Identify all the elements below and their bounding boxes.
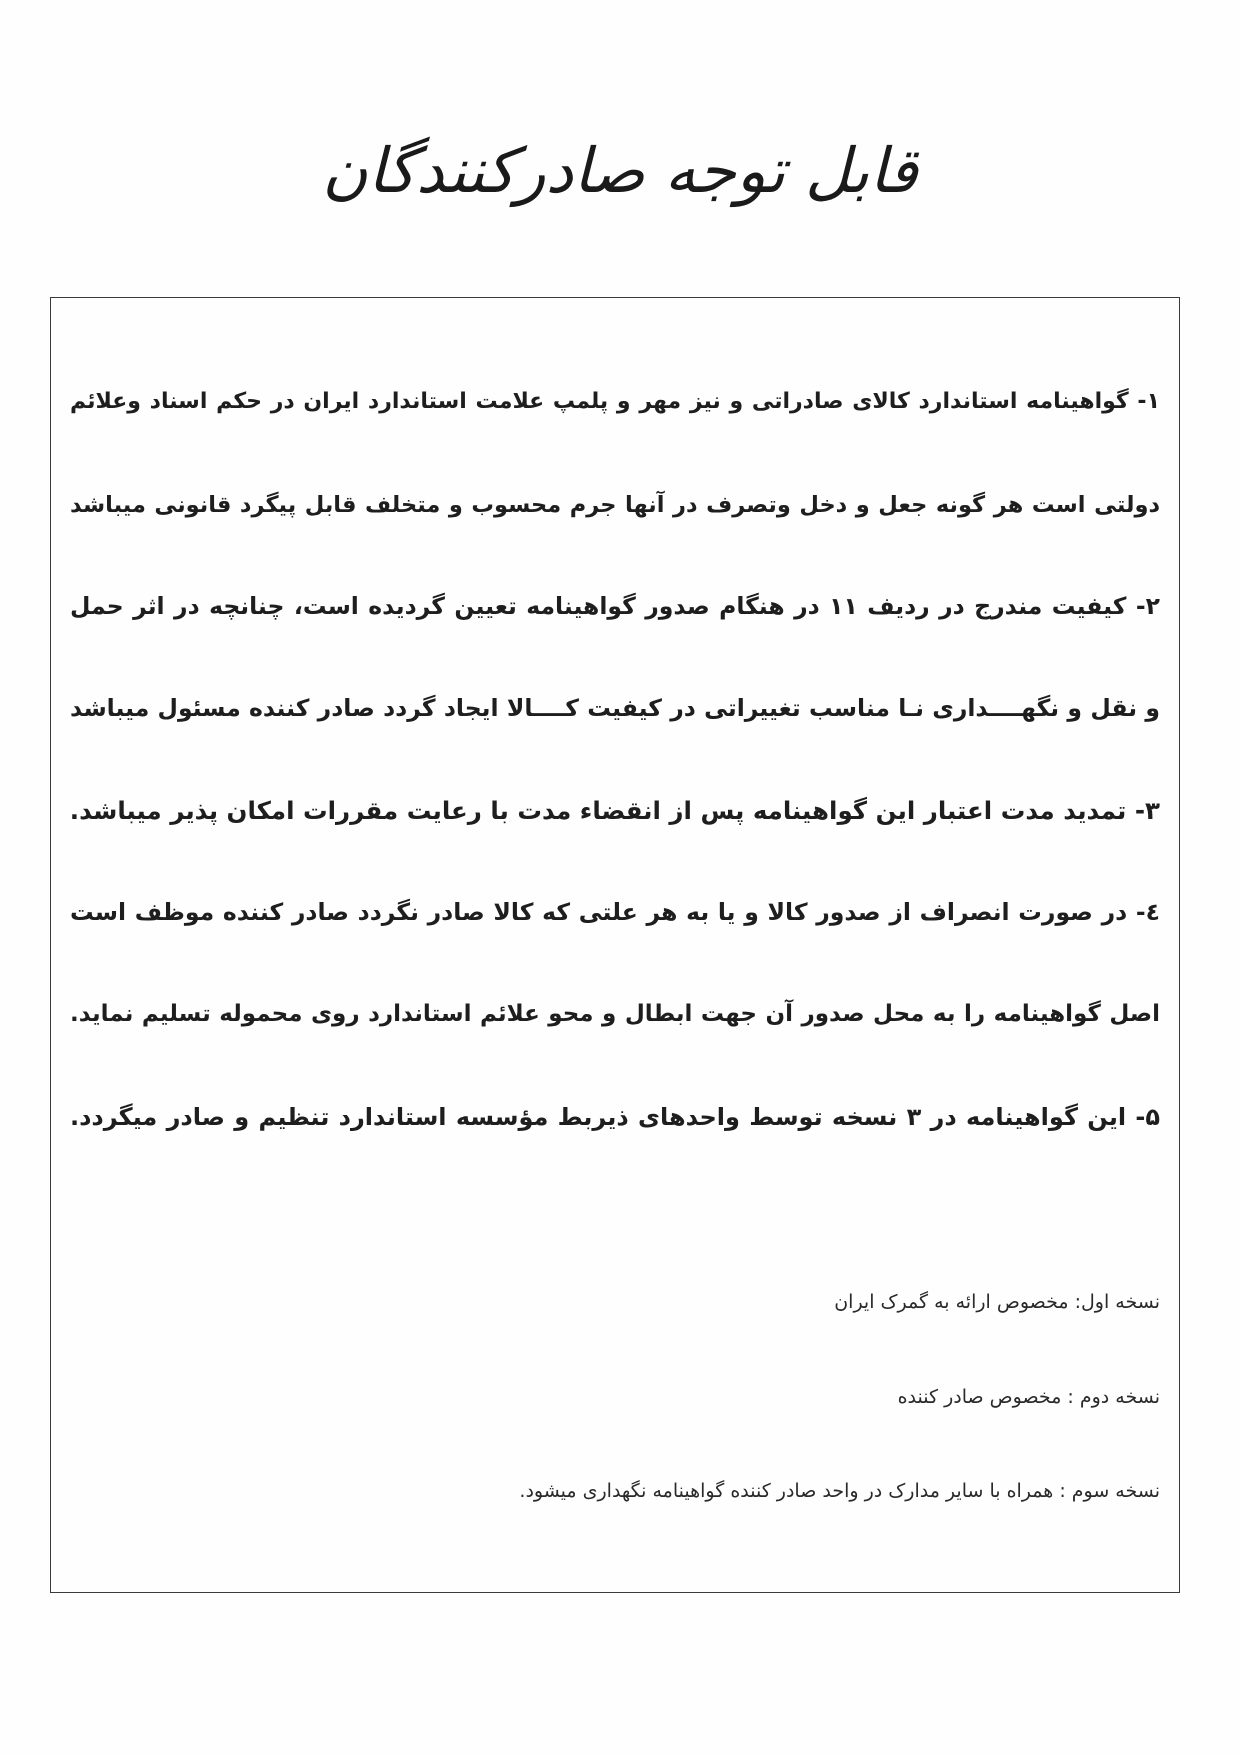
copy-note-2: نسخه دوم : مخصوص صادر کننده xyxy=(897,1386,1160,1408)
notice-line-5: ۳- تمدید مدت اعتبار این گواهینامه پس از انقضاء مدت با رعایت مقررات امکان پذیر میباشد. xyxy=(69,796,1160,825)
copy-note-1: نسخه اول: مخصوص ارائه به گمرک ایران xyxy=(834,1291,1160,1313)
notice-line-7: اصل گواهینامه را به محل صدور آن جهت ابطال و محو علائم استاندارد روی محموله تسلیم نماید. xyxy=(70,1001,1160,1027)
copy-note-3: نسخه سوم : همراه با سایر مدارک در واحد صادر کننده گواهینامه نگهداری میشود. xyxy=(519,1480,1160,1502)
notice-line-6: ٤- در صورت انصراف از صدور کالا و یا به هر علتی که کالا صادر نگردد صادر کننده موظف است xyxy=(70,898,1160,926)
document-title: قابل توجه صادرکنندگان xyxy=(322,134,918,207)
notice-line-4: و نقل و نگهــــداری نـا مناسب تغییراتی در کیفیت کــــالا ایجاد گردد صادر کننده مسئول میباشد xyxy=(70,694,1160,722)
notice-line-8: ۵- این گواهینامه در ۳ نسخه توسط واحدهای ذیربط مؤسسه استاندارد تنظیم و صادر میگردد. xyxy=(70,1103,1161,1131)
notice-line-2: دولتی است هر گونه جعل و دخل وتصرف در آنها جرم محسوب و متخلف قابل پیگرد قانونی میباشد xyxy=(70,492,1160,518)
notice-line-3: ۲- کیفیت مندرج در ردیف ۱۱ در هنگام صدور گواهینامه تعیین گردیده است، چنانچه در اثر حمل xyxy=(70,592,1160,620)
notice-line-1: ۱- گواهینامه استاندارد کالای صادراتی و نیز مهر و پلمپ علامت استاندارد ایران در حکم اسناد وعلائم xyxy=(70,389,1160,414)
